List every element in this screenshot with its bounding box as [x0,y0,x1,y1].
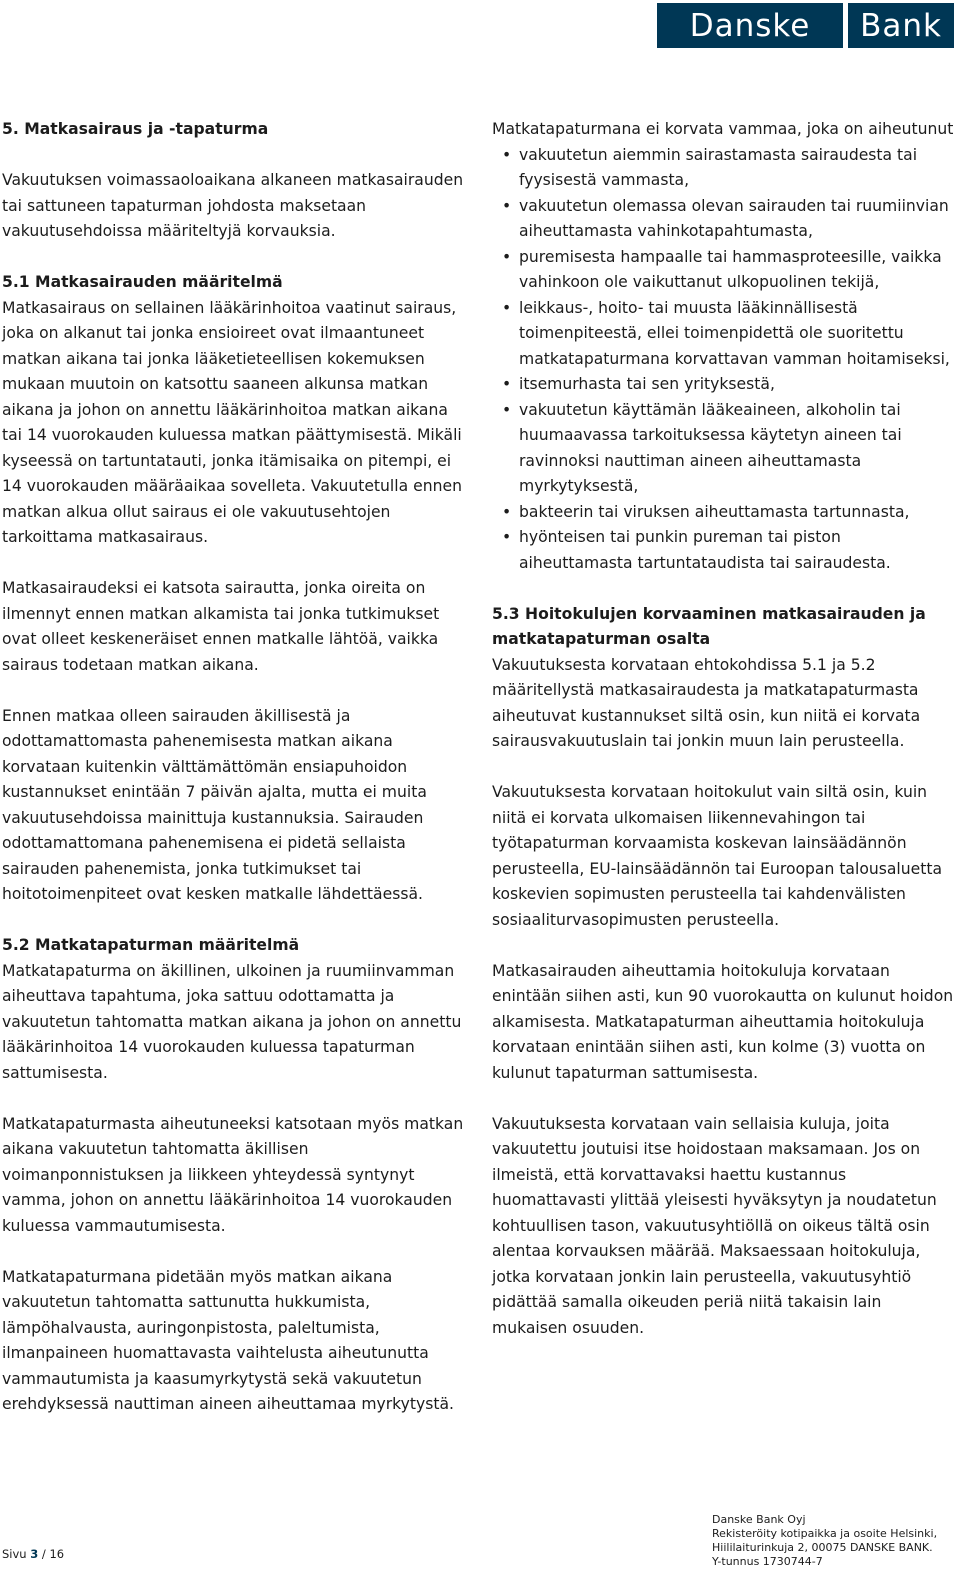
list-item: • bakteerin tai viruksen aiheuttamasta tartunnasta, [502,502,910,521]
page-separator: / [41,1547,46,1561]
section-5-heading: 5. Matkasairaus ja -tapaturma [2,120,269,138]
exclusions-list [492,143,954,577]
section-5-1-paragraph-2: Matkasairaudeksi ei katsota sairautta, jonka oireita on ilmennyt ennen matkan alkamista tai jonka tutkimukset ovat olleet keskeneräiset ennen matkalle lähtöä, vaikka sairaus todetaan matkan aikana. [2,579,440,674]
list-item: • itsemurhasta tai sen yrityksestä, [502,375,775,393]
page-total: 16 [49,1547,65,1561]
right-column [492,117,954,1341]
list-item: • vakuutetun aiemmin sairastamasta sairaudesta tai fyysisestä vammasta, [502,145,918,189]
list-item: • vakuutetun olemassa olevan sairauden tai ruumiinvian aiheuttamasta vahinkotapahtumasta, [502,196,949,240]
company-business-id: Y-tunnus 1730744-7 [712,1555,823,1568]
company-name: Danske Bank Oyj [712,1513,806,1526]
section-5-2-paragraph-3: Matkatapaturmana pidetään myös matkan aikana vakuutetun tahtomatta sattunutta hukkumista, lämpöhalvausta, auringonpistosta, paleltumista, ilmanpaineen huomattavasta vaihtelusta aiheutunutta vammautumista ja kaasumyrkytystä sekä vakuutetun erehdyksessä nauttiman aineen aiheuttamaa myrkytystä. [2,1267,454,1413]
list-item: • vakuutetun käyttämän lääkeaineen, alkoholin tai huumaavassa tarkoituksessa käytetyn aineen tai ravinnoksi nauttiman aineen aiheuttamasta myrkytyksestä, [502,400,902,495]
logo-word-danske: Danske [657,3,843,48]
section-5-1-paragraph-1: Matkasairaus on sellainen lääkärinhoitoa vaatinut sairaus, joka on alkanut tai jonka ensioireet ovat ilmaantuneet matkan aikana tai jonka lääketieteellisen kokemuksen mukaan muutoin on katsottu saaneen alkunsa matkan aikana ja johon on annettu lääkärinhoitoa matkan aikana tai 14 vuorokauden kuluessa matkan päättymisestä. Mikäli kyseessä on tartuntatauti, jonka itämisaika on pitempi, ei 14 vuorokauden määräaikaa sovelleta. Vakuutetulla ennen matkan alkua ollut sairaus ei ole vakuutusehtojen tarkoittama matkasairaus. [2,298,462,546]
section-5-intro: Vakuutuksen voimassaoloaikana alkaneen matkasairauden tai sattuneen tapaturman johdosta maksetaan vakuutusehdoissa määriteltyjä korvauksia. [2,171,464,240]
section-5-3-paragraph-4: Vakuutuksesta korvataan vain sellaisia kuluja, joita vakuutettu joutuisi itse hoidostaan maksamaan. Jos on ilmeistä, että korvattavaksi haettu kustannus huomattavasti ylittää yleisesti hyväksytyn ja noudatetun kohtuullisen tason, vakuutusyhtiöllä on oikeus tältä osin alentaa korvauksen määrää. Maksaessaan hoitokuluja, jotka korvataan jonkin lain perusteella, vakuutusyhtiö pidättää samalla oikeuden periä niitä takaisin lain mukaisen osuuden. [492,1114,937,1337]
page-number [2,1547,64,1561]
left-column [2,117,464,1418]
company-registration: Rekisteröity kotipaikka ja osoite Helsinki, [712,1527,938,1540]
list-item: • hyönteisen tai punkin pureman tai piston aiheuttamasta tartuntataudista tai sairaudesta. [502,528,891,572]
section-5-1-heading: 5.1 Matkasairauden määritelmä [2,273,283,291]
section-5-3-paragraph-1: Vakuutuksesta korvataan ehtokohdissa 5.1 ja 5.2 määritellystä matkasairaudesta ja matkatapaturmasta aiheutuvat kustannukset siltä osin, kun niitä ei korvata sairausvakuutuslain tai jonkin muun lain perusteella. [492,655,921,750]
company-address: Hiililaiturinkuja 2, 00075 DANSKE BANK. [712,1541,933,1554]
danske-bank-logo [657,3,954,48]
section-5-3-paragraph-3: Matkasairauden aiheuttamia hoitokuluja korvataan enintään siihen asti, kun 90 vuorokautta on kulunut hoidon alkamisesta. Matkatapaturman aiheuttamia hoitokuluja korvataan enintään siihen asti, kun kolme (3) vuotta on kulunut tapaturman sattumisesta. [492,961,954,1082]
exclusions-lead: Matkatapaturmana ei korvata vammaa, joka on aiheutunut [492,120,954,138]
page-label: Sivu [2,1547,27,1561]
section-5-2-heading: 5.2 Matkatapaturman määritelmä [2,936,300,954]
section-5-3-paragraph-2: Vakuutuksesta korvataan hoitokulut vain siltä osin, kuin niitä ei korvata ulkomaisen liikennevahingon tai työtapaturman korvaamista koskevan lainsäädännön perusteella, EU-lainsäädännön tai Euroopan talousaluetta koskevien sopimusten perusteella tai kahdenvälisten sosiaaliturvasopimusten perusteella. [492,783,943,929]
company-info [712,1513,937,1569]
page-current: 3 [30,1547,39,1561]
section-5-2-paragraph-1: Matkatapaturma on äkillinen, ulkoinen ja ruumiinvamman aiheuttava tapahtuma, joka sattuu odottamatta ja vakuutetun tahtomatta matkan aikana ja johon on annettu lääkärinhoitoa 14 vuorokauden kuluessa tapaturman sattumisesta. [2,961,462,1082]
list-item: • puremisesta hampaalle tai hammasproteesille, vaikka vahinkoon ole vaikuttanut ulkopuolinen tekijä, [502,247,942,291]
section-5-3-heading: 5.3 Hoitokulujen korvaaminen matkasairauden ja matkatapaturman osalta [492,604,926,648]
logo-word-bank: Bank [848,3,954,48]
list-item: • leikkaus-, hoito- tai muusta lääkinnällisestä toimenpiteestä, ellei toimenpidettä ole suoritettu matkatapaturmana korvattavan vamman hoitamiseksi, [502,298,950,368]
section-5-2-paragraph-2: Matkatapaturmasta aiheutuneeksi katsotaan myös matkan aikana vakuutetun tahtomatta äkillisen voimanponnistuksen ja liikkeen yhteydessä syntynyt vamma, johon on annettu lääkärinhoitoa 14 vuorokauden kuluessa vammautumisesta. [2,1114,464,1235]
section-5-1-paragraph-3: Ennen matkaa olleen sairauden äkillisestä ja odottamattomasta pahenemisesta matkan aikana korvataan kuitenkin välttämättömän ensiapuhoidon kustannukset enintään 7 päivän ajalta, mutta ei muita vakuutusehdoissa mainittuja kustannuksia. Sairauden odottamattomana pahenemisena ei pidetä sellaista sairauden pahenemista, jonka tutkimukset tai hoitotoimenpiteet ovat kesken matkalle lähdettäessä. [2,706,427,903]
